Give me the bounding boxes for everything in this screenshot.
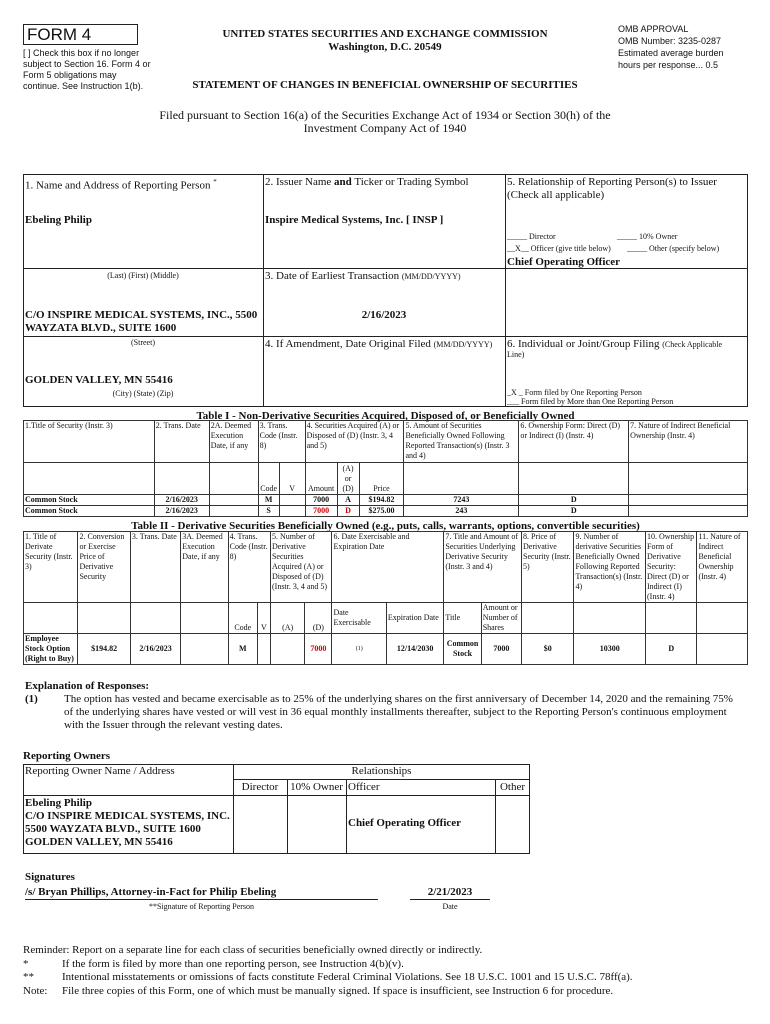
reporting-person-label: 1. Name and Address of Reporting Person *	[25, 178, 217, 192]
owner-line4: GOLDEN VALLEY, MN 55416	[25, 836, 173, 848]
footnote-number: (1)	[25, 693, 38, 705]
signature-date: 2/21/2023	[427, 886, 473, 898]
street-label: (Street)	[131, 338, 155, 347]
t2-sub-d: (D)	[305, 603, 332, 634]
t2-sub-exercisable: Date Exercisable	[332, 603, 386, 634]
filing-type-label-note: Line)	[507, 350, 525, 359]
t1-sub-price: Price	[359, 463, 404, 495]
filed-pursuant-line1: Filed pursuant to Section 16(a) of the Securities Exchange Act of 1934 or Section 30(h) of the	[159, 108, 611, 122]
t2-sub-title: Title	[444, 603, 481, 634]
filed-pursuant-line2: Investment Company Act of 1940	[303, 121, 467, 135]
reporting-owners-heading: Reporting Owners	[23, 750, 111, 762]
officer-checkbox[interactable]: __X__ Officer (give title below)	[507, 244, 611, 253]
ten-pct-owner-checkbox[interactable]: _____ 10% Owner	[617, 232, 678, 241]
director-checkbox[interactable]: _____ Director	[507, 232, 556, 241]
relationship-label: 5. Relationship of Reporting Person(s) to Issuer	[507, 176, 717, 188]
statement-title: STATEMENT OF CHANGES IN BENEFICIAL OWNERSHIP OF SECURITIES	[192, 79, 578, 91]
t1-h-form: 6. Ownership Form: Direct (D) or Indirect (I) (Instr. 4)	[519, 421, 629, 463]
t1-sub-v: V	[279, 463, 305, 495]
t2-h-deriv-price: 8. Price of Derivative Security (Instr. 5)	[522, 532, 574, 603]
filing-option-group[interactable]: ___ Form filed by More than One Reporting Person	[507, 397, 674, 406]
owner-line3: 5500 WAYZATA BLVD., SUITE 1600	[25, 823, 201, 835]
other-checkbox[interactable]: _____ Other (specify below)	[627, 244, 720, 253]
t2-sub-a: (A)	[270, 603, 304, 634]
earliest-transaction-date: 2/16/2023	[361, 309, 407, 321]
t1-h-date: 2. Trans. Date	[154, 421, 209, 463]
star2-mark: **	[23, 971, 34, 983]
owner-line1: Ebeling Philip	[25, 797, 92, 809]
t2-h-date: 3. Trans. Date	[130, 532, 180, 603]
earliest-transaction-label: 3. Date of Earliest Transaction (MM/DD/YYYY)	[265, 270, 461, 282]
other-col: Other	[499, 781, 526, 793]
omb-hours: hours per response... 0.5	[618, 60, 719, 70]
table-row: Common Stock 2/16/2023 S 7000 D $275.00 243 D	[24, 506, 748, 517]
t2-h-deemed: 3A. Deemed Execution Date, if any	[181, 532, 228, 603]
t1-sub-code: Code	[258, 463, 279, 495]
t2-h-owned: 9. Number of derivative Securities Beneficially Owned Following Reported Transaction(s) (Instr. 4)	[574, 532, 646, 603]
address-line2: WAYZATA BLVD., SUITE 1600	[25, 322, 177, 334]
reporting-person-name: Ebeling Philip	[25, 214, 92, 226]
star1-mark: *	[23, 958, 29, 970]
city-state-zip: GOLDEN VALLEY, MN 55416	[25, 374, 173, 386]
filing-type-label: 6. Individual or Joint/Group Filing (Check Applicable	[507, 338, 722, 350]
t2-h-underlying: 7. Title and Amount of Securities Underlying Derivative Security (Instr. 3 and 4)	[444, 532, 522, 603]
note-text: File three copies of this Form, one of which must be manually signed. If space is insufficient, see Instruction 6 for procedure.	[62, 985, 614, 997]
owner-officer-title: Chief Operating Officer	[348, 817, 462, 829]
t2-h-number: 5. Number of Derivative Securities Acquired (A) or Disposed of (D) (Instr. 3, 4 and 5)	[270, 532, 332, 603]
t2-sub-expiration: Expiration Date	[386, 603, 443, 634]
issuer-name: Inspire Medical Systems, Inc. [ INSP ]	[265, 214, 444, 226]
issuer-label: 2. Issuer Name and Ticker or Trading Symbol	[265, 176, 469, 188]
officer-col: Officer	[348, 781, 380, 793]
name-parts-label: (Last) (First) (Middle)	[107, 271, 179, 280]
omb-number: OMB Number: 3235-0287	[618, 36, 722, 46]
t2-h-price: 2. Conversion or Exercise Price of Derivative Security	[78, 532, 130, 603]
amendment-label: 4. If Amendment, Date Original Filed (MM/DD/YYYY)	[265, 338, 493, 350]
t1-h-acquired: 4. Securities Acquired (A) or Disposed of (D) (Instr. 3, 4 and 5)	[305, 421, 404, 463]
t2-h-form: 10. Ownership Form of Derivative Security: Direct (D) or Indirect (I) (Instr. 4)	[646, 532, 697, 603]
t2-sub-code: Code	[228, 603, 257, 634]
officer-title: Chief Operating Officer	[507, 256, 621, 268]
signature-label: **Signature of Reporting Person	[148, 902, 255, 911]
star1-text: If the form is filed by more than one reporting person, see Instruction 4(b)(v).	[62, 958, 404, 970]
owner-name-col: Reporting Owner Name / Address	[25, 765, 175, 777]
t2-h-exercisable: 6. Date Exercisable and Expiration Date	[332, 532, 444, 603]
table1	[23, 420, 748, 517]
t1-h-nature: 7. Nature of Indirect Beneficial Ownership (Instr. 4)	[629, 421, 748, 463]
signature-date-label: Date	[442, 902, 458, 911]
table2-title: Table II - Derivative Securities Beneficially Owned (e.g., puts, calls, warrants, options, convertible securities)	[131, 520, 640, 532]
reporting-info-grid	[23, 174, 748, 407]
omb-burden: Estimated average burden	[618, 48, 724, 58]
omb-approval: OMB APPROVAL	[618, 24, 689, 34]
relationships-col: Relationships	[351, 765, 412, 777]
t1-h-title: 1.Title of Security (Instr. 3)	[24, 421, 155, 463]
form-title-box	[23, 24, 138, 45]
checkbox-note: [ ] Check this box if no longer subject to Section 16. Form 4 or Form 5 obligations may continue. See Instruction 1(b).	[23, 48, 151, 91]
t1-h-owned: 5. Amount of Securities Beneficially Owned Following Reported Transaction(s) (Instr. 3 and 4)	[404, 421, 519, 463]
ten-pct-col: 10% Owner	[290, 781, 343, 793]
signature-name: /s/ Bryan Phillips, Attorney-in-Fact for Philip Ebeling	[25, 886, 277, 898]
t2-h-title: 1. Title of Derivate Security (Instr. 3)	[24, 532, 78, 603]
t2-sub-v: V	[257, 603, 270, 634]
t2-h-code: 4. Trans. Code (Instr. 8)	[228, 532, 270, 603]
form-title: FORM 4	[27, 25, 92, 44]
t1-sub-amount: Amount	[305, 463, 337, 495]
reminder-text: Reminder: Report on a separate line for each class of securities beneficially owned directly or indirectly.	[23, 944, 483, 956]
table-row: Common Stock 2/16/2023 M 7000 A $194.82 7243 D	[24, 495, 748, 506]
signatures-heading: Signatures	[25, 871, 75, 883]
t2-h-nature: 11. Nature of Indirect Beneficial Ownership (Instr. 4)	[697, 532, 748, 603]
t1-h-code: 3. Trans. Code (Instr. 8)	[258, 421, 305, 463]
table1-title: Table I - Non-Derivative Securities Acquired, Disposed of, or Beneficially Owned	[196, 410, 575, 422]
star2-text: Intentional misstatements or omissions of facts constitute Federal Criminal Violations. See 18 U.S.C. 1001 and 15 U.S.C. 78ff(a).	[62, 971, 633, 983]
relationship-label2: (Check all applicable)	[507, 189, 605, 201]
agency-location: Washington, D.C. 20549	[328, 41, 442, 53]
note-mark: Note:	[23, 985, 48, 997]
table2	[23, 531, 748, 665]
address-line1: C/O INSPIRE MEDICAL SYSTEMS, INC., 5500	[25, 309, 258, 321]
table-row: Employee Stock Option (Right to Buy) $194.82 2/16/2023 M 7000 (1) 12/14/2030 Common Stock 7000 $0 10300 D	[24, 634, 748, 665]
footnote-text: The option has vested and became exercisable as to 25% of the underlying shares on the first anniversary of December 14, 2020 and the remaining 75% of the underlying shares have vested or will vest in 36 equal monthly installments thereafter, subject to the Reporting Person's continuous employment with the Issuer through the relevant vesting dates.	[64, 693, 733, 731]
t2-sub-amount: Amount or Number of Shares	[481, 603, 521, 634]
explanation-heading: Explanation of Responses:	[25, 680, 150, 692]
city-label: (City) (State) (Zip)	[112, 389, 174, 398]
agency-name: UNITED STATES SECURITIES AND EXCHANGE COMMISSION	[222, 28, 548, 40]
t1-h-deemed: 2A. Deemed Execution Date, if any	[209, 421, 258, 463]
t1-sub-aord: (A) or (D)	[337, 463, 359, 495]
owner-line2: C/O INSPIRE MEDICAL SYSTEMS, INC.	[25, 810, 230, 822]
director-col: Director	[241, 781, 279, 793]
filing-option-one[interactable]: _X _ Form filed by One Reporting Person	[507, 388, 642, 397]
